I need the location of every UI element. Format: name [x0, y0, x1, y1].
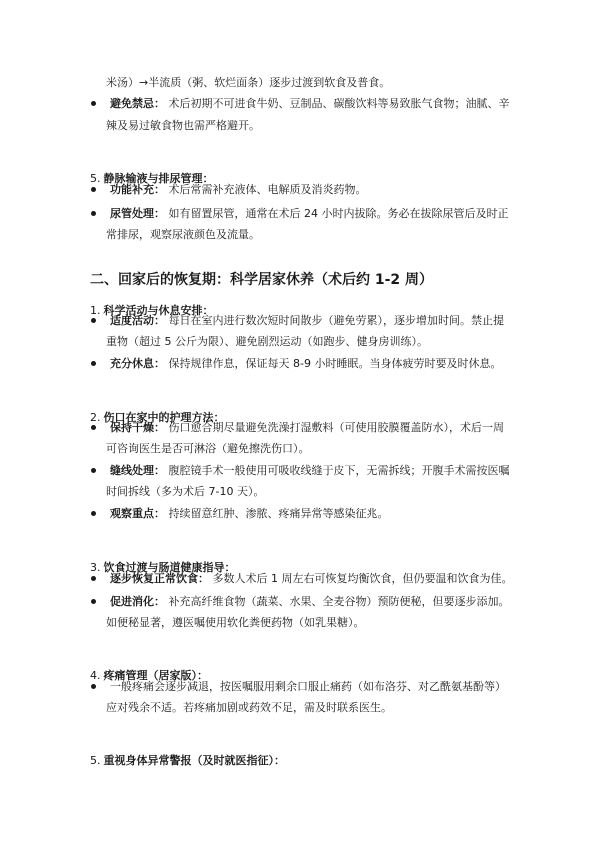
list-item-diet-avoid — [110, 93, 510, 114]
item-text: 持续留意红肿、渗脓、疼痛异常等感染征兆。 — [165, 507, 389, 520]
section-number: 3. — [90, 561, 101, 574]
bullet-dot-icon — [91, 425, 96, 430]
section-title: 饮食过渡与肠道健康指导： — [103, 561, 236, 574]
item-text: 多数人术后 1 周左右可恢复均衡饮食，但仍要温和饮食为佳。 — [209, 572, 513, 585]
section-number: 1. — [90, 304, 101, 317]
section-title: 静脉输液与排尿管理： — [103, 172, 214, 185]
list-item — [110, 460, 510, 481]
list-item — [110, 568, 513, 589]
list-item — [110, 310, 504, 331]
list-item — [110, 203, 509, 224]
list-item — [110, 503, 389, 524]
item-text: 术后初期不可进食牛奶、豆制品、碳酸饮料等易致胀气食物；油腻、辛 — [165, 97, 510, 110]
item-label: 适度活动： — [110, 314, 165, 327]
section-title: 疼痛管理（居家版）： — [103, 669, 208, 682]
section-title: 伤口在家中的护理方法： — [103, 411, 225, 424]
chapter-heading: 二、回家后的恢复期：科学居家休养（术后约 1-2 周） — [90, 272, 434, 288]
bullet-dot-icon — [91, 101, 96, 106]
item-label: 促进消化： — [110, 595, 165, 608]
section-number: 5. — [90, 172, 101, 185]
item-text: 补充高纤维食物（蔬菜、水果、全麦谷物）预防便秘，但要逐步添加。 — [165, 595, 510, 608]
item-label: 逐步恢复正常饮食： — [110, 572, 209, 585]
list-item-continuation: 辣及易过敏食物也需严格避开。 — [106, 119, 260, 132]
list-item-continuation: 时间拆线（多为术后 7-10 天）。 — [106, 485, 265, 498]
item-label: 避免禁忌： — [110, 97, 165, 110]
bullet-dot-icon — [91, 361, 96, 366]
item-text: 术后常需补充液体、电解质及消炎药物。 — [165, 183, 367, 196]
item-text: 一般疼痛会逐步减退，按医嘱服用剩余口服止痛药（如布洛芬、对乙酰氨基酚等） — [110, 680, 506, 693]
list-item — [110, 179, 367, 200]
section-heading-warning — [90, 750, 285, 771]
item-text: 每日在室内进行数次短时间散步（避免劳累），逐步增加时间。禁止提 — [165, 314, 504, 327]
section-number: 2. — [90, 411, 101, 424]
item-text: 腹腔镜手术一般使用可吸收线缝于皮下，无需拆线；开腹手术需按医嘱 — [165, 464, 510, 477]
item-text: 如有留置尿管，通常在术后 24 小时内拔除。务必在拔除尿管后及时正 — [165, 207, 509, 220]
section-title: 科学活动与休息安排： — [103, 304, 214, 317]
paragraph-continuation: 米汤）→半流质（粥、软烂面条）逐步过渡到软食及普食。 — [106, 76, 391, 89]
list-item-continuation: 应对残余不适。若疼痛加剧或药效不足，需及时联系医生。 — [106, 701, 392, 714]
section-number: 4. — [90, 669, 101, 682]
list-item-continuation: 重物（超过 5 公斤为限）、避免剧烈运动（如跑步、健身房训练）。 — [106, 335, 428, 348]
bullet-dot-icon — [91, 187, 96, 192]
list-item — [110, 353, 501, 374]
bullet-dot-icon — [91, 511, 96, 516]
item-label: 功能补充： — [110, 183, 165, 196]
item-label: 保持干燥： — [110, 421, 165, 434]
item-text: 保持规律作息，保证每天 8-9 小时睡眠。当身体疲劳时要及时休息。 — [165, 357, 502, 370]
item-label: 缝线处理： — [110, 464, 165, 477]
bullet-dot-icon — [91, 468, 96, 473]
item-label: 观察重点： — [110, 507, 165, 520]
item-label: 尿管处理： — [110, 207, 165, 220]
bullet-dot-icon — [91, 318, 96, 323]
item-label: 充分休息： — [110, 357, 165, 370]
bullet-dot-icon — [91, 576, 96, 581]
list-item-continuation: 可咨询医生是否可淋浴（避免擦洗伤口）。 — [106, 442, 310, 455]
bullet-dot-icon — [91, 599, 96, 604]
list-item — [110, 676, 506, 697]
bullet-dot-icon — [91, 211, 96, 216]
section-title: 重视身体异常警报（及时就医指征）： — [103, 754, 285, 767]
list-item — [110, 591, 510, 612]
item-text: 伤口愈合期尽量避免洗澡打湿敷料（可使用胶膜覆盖防水），术后一周 — [165, 421, 504, 434]
list-item-continuation: 常排尿，观察尿液颜色及流量。 — [106, 228, 260, 241]
section-number: 5. — [90, 754, 101, 767]
bullet-dot-icon — [91, 684, 96, 689]
list-item-continuation: 如便秘显著，遵医嘱使用软化粪便药物（如乳果糖）。 — [106, 616, 365, 629]
list-item — [110, 417, 504, 438]
